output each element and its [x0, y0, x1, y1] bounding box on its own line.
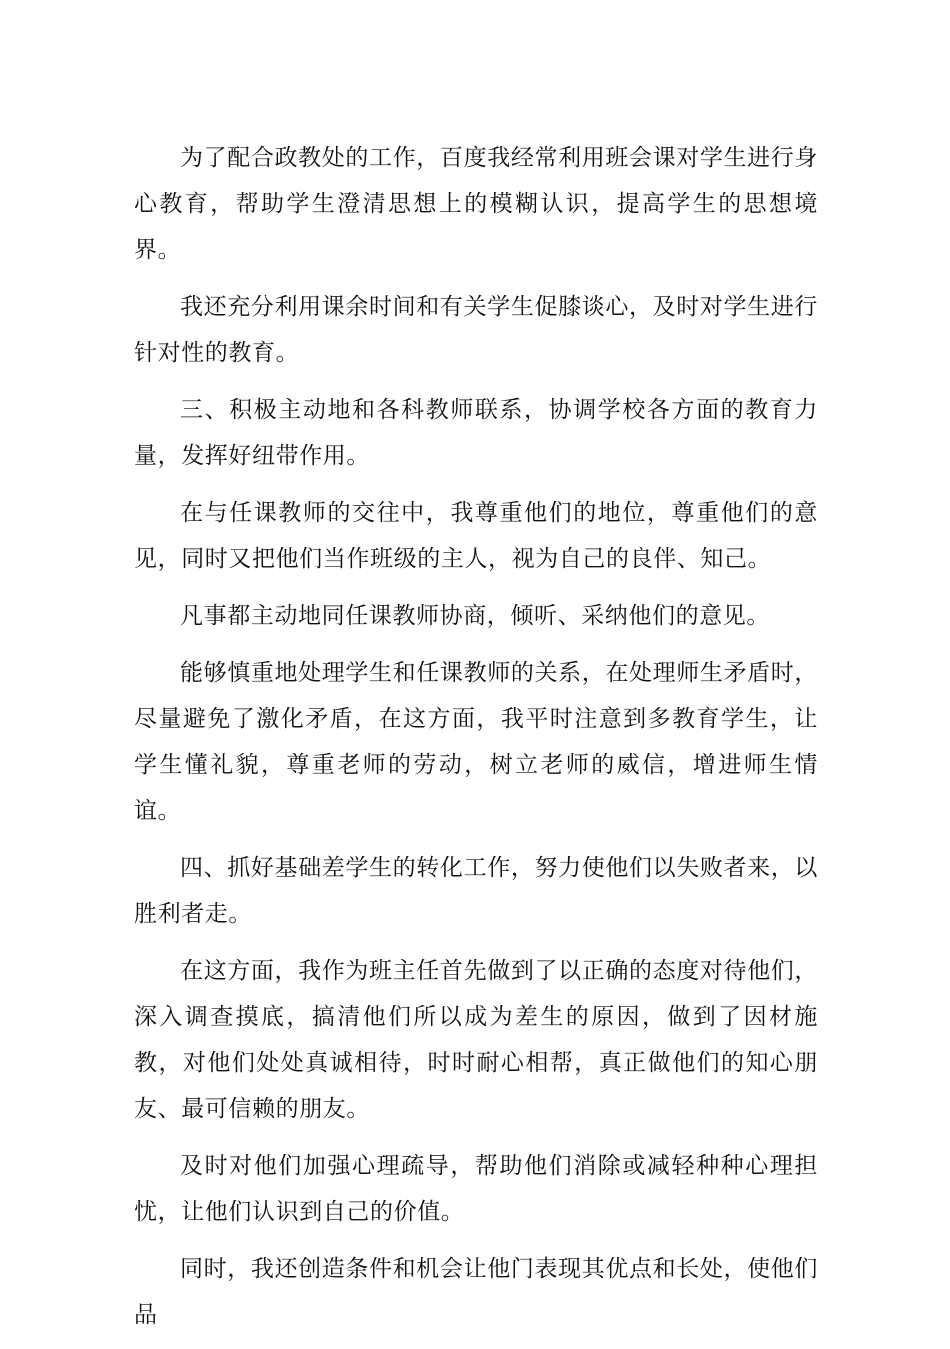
paragraph-10: 同时，我还创造条件和机会让他门表现其优点和长处，使他们品: [134, 1256, 818, 1328]
paragraph-8: 在这方面，我作为班主任首先做到了以正确的态度对待他们，深入调查摸底，搞清他们所以成为差生的原因，做到了因材施教，对他们处处真诚相待，时时耐心相帮，真正做他们的知心朋友、最可信赖的朋友。: [134, 958, 818, 1122]
paragraph-1: 为了配合政教处的工作，百度我经常利用班会课对学生进行身心教育，帮助学生澄清思想上的模糊认识，提高学生的思想境界。: [134, 145, 818, 263]
paragraph-3: 三、积极主动地和各科教师联系，协调学校各方面的教育力量，发挥好纽带作用。: [134, 397, 818, 469]
paragraph-5: 凡事都主动地同任课教师协商，倾听、采纳他们的意见。: [180, 603, 770, 629]
paragraph-9: 及时对他们加强心理疏导，帮助他们消除或减轻种种心理担忧，让他们认识到自己的价值。: [134, 1153, 818, 1225]
paragraph-7: 四、抓好基础差学生的转化工作，努力使他们以失败者来，以胜利者走。: [134, 855, 818, 927]
paragraph-4: 在与任课教师的交往中，我尊重他们的地位，尊重他们的意见，同时又把他们当作班级的主人，视为自己的良伴、知己。: [134, 500, 818, 572]
body-text: [134, 135, 818, 1349]
paragraph-2: 我还充分利用课余时间和有关学生促膝谈心，及时对学生进行针对性的教育。: [134, 294, 818, 366]
paragraph-6: 能够慎重地处理学生和任课教师的关系，在处理师生矛盾时，尽量避免了激化矛盾，在这方面，我平时注意到多教育学生，让学生懂礼貌，尊重老师的劳动，树立老师的威信，增进师生情谊。: [134, 660, 818, 824]
